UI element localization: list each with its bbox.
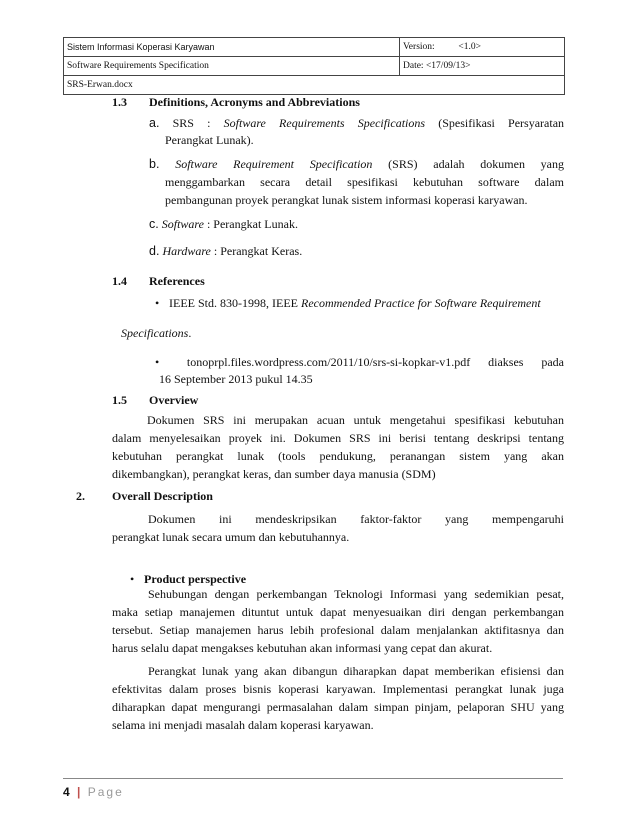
definition-c — [149, 215, 298, 233]
definition-b-line3: pembangunan proyek perangkat lunak sistem informasi koperasi karyawan. — [165, 193, 528, 207]
reference-1 — [155, 294, 541, 312]
definition-b-letter: b. — [149, 157, 160, 171]
definition-b — [149, 155, 564, 173]
definition-a — [149, 114, 564, 132]
section-1-4-title: References — [149, 274, 205, 288]
overview-line-4: dikembangkan), perangkat keras, dan sumber daya manusia (SDM) — [112, 467, 436, 481]
header-filename: SRS-Erwan.docx — [64, 76, 565, 95]
reference-1-line2 — [121, 324, 191, 342]
reference-1-plain: IEEE Std. 830-1998, IEEE — [169, 296, 301, 310]
perspective-para2-line1: Perangkat lunak yang akan dibangun diharapkan dapat memberikan efisiensi dan — [148, 664, 564, 678]
definition-b-line2: menggambarkan secara detail spesifikasi kebutuhan software dalam — [165, 175, 564, 189]
header-version: Version: <1.0> — [400, 38, 565, 57]
header-project-name: Sistem Informasi Koperasi Karyawan — [64, 38, 400, 57]
footer-divider — [63, 778, 563, 779]
perspective-para2-line2: efektivitas dalam proses bisnis koperasi karyawan. Implementasi perangkat lunak juga — [112, 682, 564, 696]
reference-2-line2: 16 September 2013 pukul 14.35 — [159, 372, 313, 386]
overview-line-1: Dokumen SRS ini merupakan acuan untuk mengetahui spesifikasi kebutuhan — [147, 413, 564, 427]
definition-a-letter: a. — [149, 116, 160, 130]
overview-line-3: kebutuhan perangkat lunak (tools pendukung, peranangan sistem yang akan — [112, 449, 564, 463]
overall-line-2: perangkat lunak secara umum dan kebutuhannya. — [112, 530, 350, 544]
definition-a-italic: Software Requirements Specifications — [223, 116, 426, 130]
reference-2-bullet: • — [155, 355, 160, 369]
perspective-para2-line3: diharapkan dapat mengurangi permasalahan dalam simpan pinjam, pelaporan SHU yang — [112, 700, 564, 714]
reference-1-italic: Recommended Practice for Software Requirement — [300, 296, 541, 310]
section-2-number: 2. — [76, 489, 85, 503]
product-perspective-bullet: • — [130, 572, 135, 586]
definition-c-letter: c. — [149, 217, 159, 231]
reference-2 — [155, 353, 564, 371]
definition-c-rest: : Perangkat Lunak. — [203, 217, 298, 231]
definition-a-separator: : — [207, 116, 211, 130]
perspective-para1-line3: tersebut. Setiap manajemen harus lebih profesional dalam menjalankan aktifitasnya dan — [112, 623, 564, 637]
page-label: Page — [87, 785, 124, 799]
definition-c-italic: Software — [161, 217, 204, 231]
section-1-3-number: 1.3 — [112, 95, 127, 109]
definition-b-italic: Software Requirement Specification — [175, 157, 373, 171]
perspective-para1-line1: Sehubungan dengan perkembangan Teknologi Informasi yang sedemikian pesat, — [148, 587, 564, 601]
reference-1-line2-italic: Specifications — [121, 326, 189, 340]
reference-2-line1: tonoprpl.files.wordpress.com/2011/10/srs-si-kopkar-v1.pdf diakses pada — [186, 355, 565, 369]
page-number: 4 — [63, 785, 70, 799]
definition-a-term: SRS — [172, 116, 194, 130]
perspective-para2-line4: selama ini menjadi masalah dalam koperasi karyawan. — [112, 718, 374, 732]
product-perspective-title: Product perspective — [144, 572, 247, 586]
definition-d-letter: d. — [149, 244, 160, 258]
reference-1-bullet: • — [155, 296, 160, 310]
page-footer — [63, 785, 124, 799]
definition-d — [149, 242, 302, 260]
definition-d-rest: : Perangkat Keras. — [210, 244, 303, 258]
section-1-5-title: Overview — [149, 393, 199, 407]
definition-a-line2: Perangkat Lunak). — [165, 133, 254, 147]
footer-separator: | — [77, 785, 81, 799]
overall-line-1: Dokumen ini mendeskripsikan faktor-faktor yang mempengaruhi — [148, 512, 564, 526]
perspective-para1-line2: maka setiap manajemen dituntut untuk dapat menyesuaikan diri dengan perkembangan — [112, 605, 564, 619]
perspective-para1-line4: harus selalu dapat mengakses kebutuhan akan informasi yang cepat dan akurat. — [112, 641, 493, 655]
section-1-4-number: 1.4 — [112, 274, 127, 288]
document-header-table — [63, 37, 565, 95]
section-1-3-title: Definitions, Acronyms and Abbreviations — [149, 95, 360, 109]
header-doc-type: Software Requirements Specification — [64, 57, 400, 76]
definition-d-italic: Hardware — [162, 244, 211, 258]
header-date: Date: <17/09/13> — [400, 57, 565, 76]
section-2-title: Overall Description — [112, 489, 213, 503]
reference-1-line2-end: . — [188, 326, 192, 340]
section-1-5-number: 1.5 — [112, 393, 127, 407]
overview-line-2: dalam menyelesaikan proyek ini. Dokumen SRS ini berisi tentang deskripsi tentang — [112, 431, 564, 445]
definition-b-rest: (SRS) adalah dokumen yang — [388, 157, 565, 171]
definition-a-rest: (Spesifikasi Persyaratan — [438, 116, 565, 130]
